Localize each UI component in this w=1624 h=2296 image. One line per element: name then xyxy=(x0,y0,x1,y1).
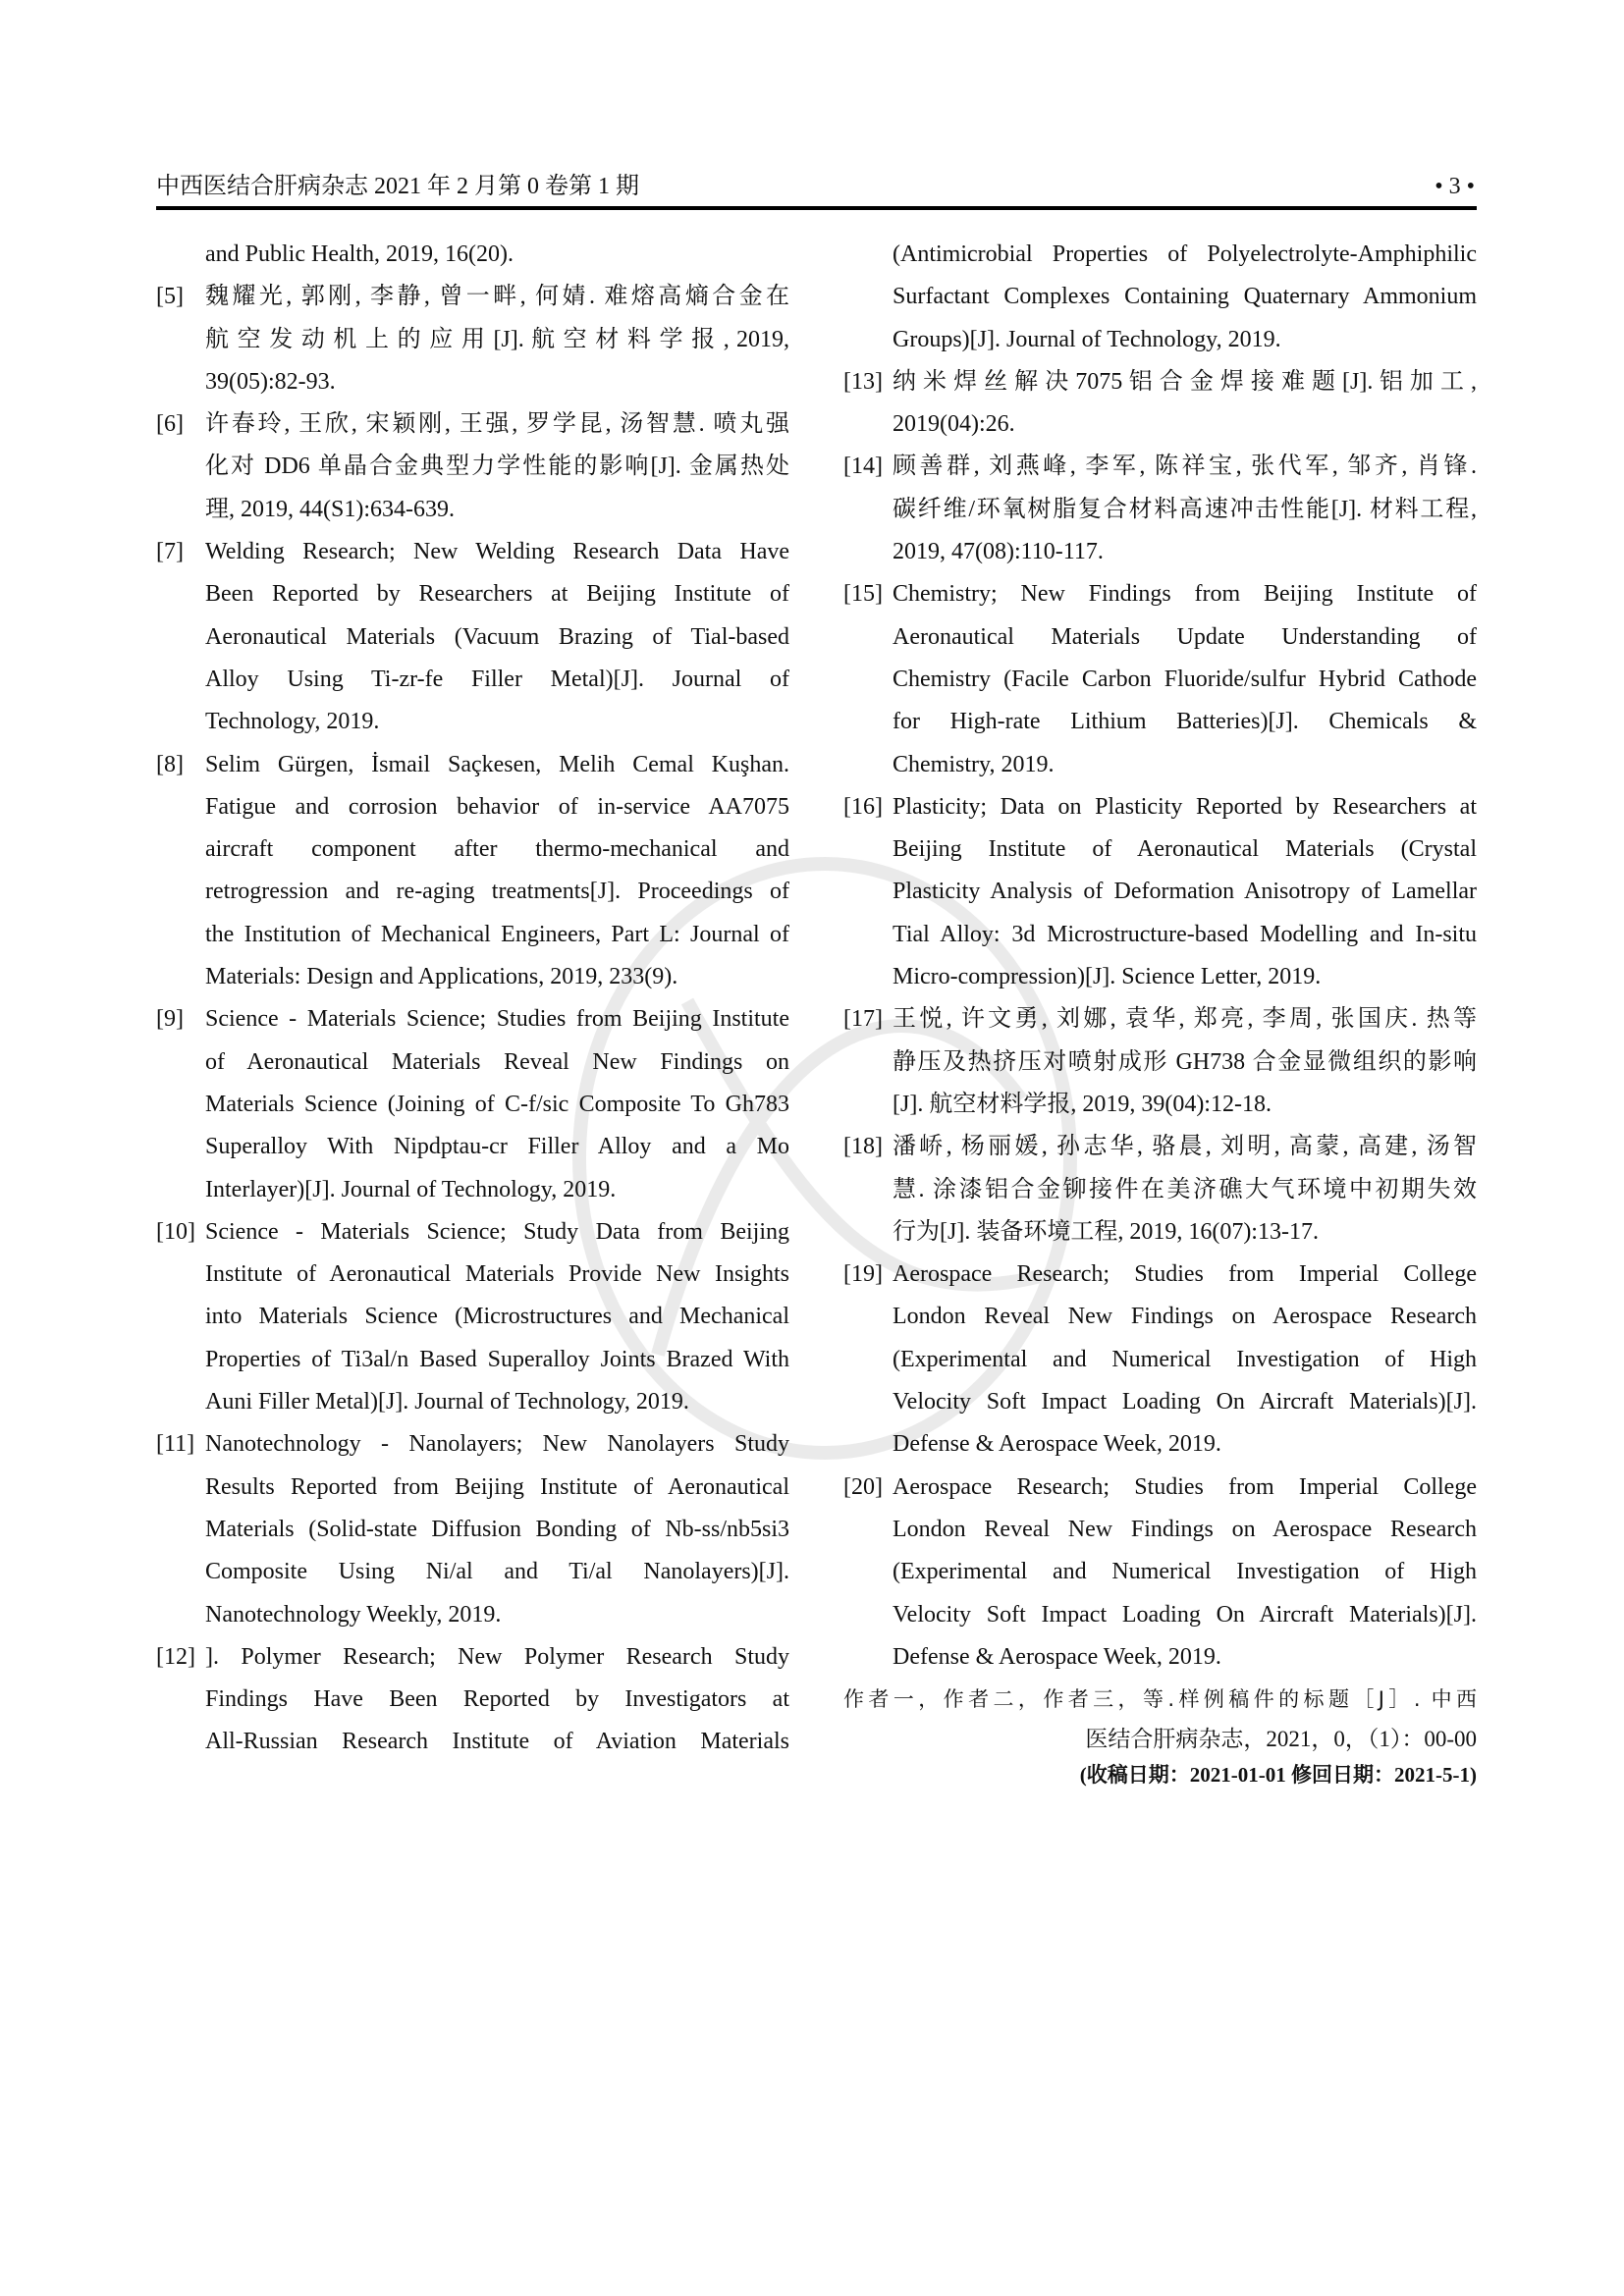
reference-item-20 xyxy=(843,1467,1477,1679)
reference-item-16 xyxy=(843,786,1477,998)
reference-line: Auni Filler Metal)[J]. Journal of Technology, 2019. xyxy=(205,1389,689,1415)
reference-line: Defense & Aerospace Week, 2019. xyxy=(893,1643,1221,1670)
reference-number: [17] xyxy=(843,1006,883,1033)
citation-line: 作者一，作者二，作者三，等.样例稿件的标题［J］. 中西 xyxy=(843,1687,1477,1712)
reference-line: Alloy Using Ti-zr-fe Filler Metal)[J]. Journal of xyxy=(205,666,789,692)
reference-line: 2019(04):26. xyxy=(893,411,1015,438)
reference-number: [18] xyxy=(843,1134,883,1160)
reference-line: Materials: Design and Applications, 2019, 233(9). xyxy=(205,964,678,990)
reference-line: Chemistry, 2019. xyxy=(893,751,1055,777)
reference-item-12 xyxy=(156,1636,789,1764)
reference-line: Welding Research; New Welding Research Data Have xyxy=(205,539,789,565)
reference-number: [19] xyxy=(843,1261,883,1288)
reference-item-18 xyxy=(843,1126,1477,1254)
reference-line: 慧. 涂漆铝合金铆接件在美济礁大气环境中初期失效 xyxy=(893,1176,1477,1202)
reference-number: [8] xyxy=(156,751,184,777)
reference-line: London Reveal New Findings on Aerospace Research xyxy=(893,1304,1477,1330)
reference-line: Nanotechnology Weekly, 2019. xyxy=(205,1601,502,1628)
reference-line: Aerospace Research; Studies from Imperial College xyxy=(893,1473,1477,1500)
reference-number: [16] xyxy=(843,793,883,820)
reference-line: Plasticity; Data on Plasticity Reported by Researchers at xyxy=(893,793,1477,820)
reference-line: Results Reported from Beijing Institute of Aeronautical xyxy=(205,1473,789,1500)
received-revised-dates: (收稿日期：2021-01-01 修回日期：2021-5-1) xyxy=(1079,1763,1477,1788)
reference-line: 王悦, 许文勇, 刘娜, 袁华, 郑亮, 李周, 张国庆. 热等 xyxy=(893,1006,1477,1033)
reference-line: Chemistry; New Findings from Beijing Institute of xyxy=(893,581,1477,608)
reference-line: Materials (Solid-state Diffusion Bonding of Nb-ss/nb5si3 xyxy=(205,1516,789,1542)
reference-line: Velocity Soft Impact Loading On Aircraft Materials)[J]. xyxy=(893,1601,1477,1628)
page-number: • 3 • xyxy=(1435,174,1475,199)
reference-line: Fatigue and corrosion behavior of in-service AA7075 xyxy=(205,793,789,820)
reference-item-19 xyxy=(843,1254,1477,1466)
reference-column-left xyxy=(156,234,789,1764)
reference-line: (Antimicrobial Properties of Polyelectrolyte-Amphiphilic xyxy=(893,241,1477,267)
reference-line: Nanotechnology - Nanolayers; New Nanolayers Study xyxy=(205,1431,789,1458)
reference-item-15 xyxy=(843,573,1477,785)
header-rule xyxy=(156,206,1477,210)
reference-line: 碳纤维/环氧树脂复合材料高速冲击性能[J]. 材料工程, xyxy=(893,496,1477,522)
reference-line: and Public Health, 2019, 16(20). xyxy=(205,241,514,267)
reference-line: Institute of Aeronautical Materials Provide New Insights xyxy=(205,1261,789,1288)
reference-line: Defense & Aerospace Week, 2019. xyxy=(893,1431,1221,1458)
reference-number: [6] xyxy=(156,411,184,438)
reference-line: Aeronautical Materials Update Understanding of xyxy=(893,623,1477,650)
reference-line: 许春玲, 王欣, 宋颖刚, 王强, 罗学昆, 汤智慧. 喷丸强 xyxy=(205,411,789,438)
reference-number: [9] xyxy=(156,1006,184,1033)
reference-line: 化对 DD6 单晶合金典型力学性能的影响[J]. 金属热处 xyxy=(205,454,789,480)
reference-number: [12] xyxy=(156,1643,195,1670)
reference-number: [11] xyxy=(156,1431,195,1458)
reference-line: [J]. 航空材料学报, 2019, 39(04):12-18. xyxy=(893,1091,1272,1117)
reference-line: Beijing Institute of Aeronautical Materials (Crystal xyxy=(893,836,1477,863)
reference-line: into Materials Science (Microstructures and Mechanical xyxy=(205,1304,789,1330)
reference-line: the Institution of Mechanical Engineers, Part L: Journal of xyxy=(205,921,789,947)
reference-line: of Aeronautical Materials Reveal New Findings on xyxy=(205,1048,789,1075)
reference-line: Science - Materials Science; Studies from Beijing Institute xyxy=(205,1006,789,1033)
reference-line: ]. Polymer Research; New Polymer Research Study xyxy=(205,1643,789,1670)
reference-number: [20] xyxy=(843,1473,883,1500)
reference-number: [15] xyxy=(843,581,883,608)
reference-line: 顾善群, 刘燕峰, 李军, 陈祥宝, 张代军, 邹齐, 肖锋. xyxy=(893,454,1477,480)
reference-number: [14] xyxy=(843,454,883,480)
reference-line: Plasticity Analysis of Deformation Anisotropy of Lamellar xyxy=(893,879,1477,905)
reference-line: Groups)[J]. Journal of Technology, 2019. xyxy=(893,326,1281,352)
reference-line: 理, 2019, 44(S1):634-639. xyxy=(205,496,455,522)
reference-item-5 xyxy=(156,276,789,403)
reference-line: Properties of Ti3al/n Based Superalloy Joints Brazed With xyxy=(205,1346,789,1372)
reference-line: Been Reported by Researchers at Beijing Institute of xyxy=(205,581,789,608)
reference-continuation xyxy=(843,234,1477,361)
reference-number: [5] xyxy=(156,284,184,310)
citation-block xyxy=(843,1679,1477,1791)
reference-line: Surfactant Complexes Containing Quaternary Ammonium xyxy=(893,284,1477,310)
reference-line: retrogression and re-aging treatments[J]. Proceedings of xyxy=(205,879,789,905)
reference-item-17 xyxy=(843,998,1477,1126)
reference-line: 39(05):82-93. xyxy=(205,368,336,395)
reference-item-9 xyxy=(156,998,789,1210)
reference-line: Science - Materials Science; Study Data from Beijing xyxy=(205,1218,789,1245)
reference-line: 纳 米 焊 丝 解 决 7075 铝 合 金 焊 接 难 题 [J]. 铝 加 工 , xyxy=(893,368,1477,395)
citation-line: 医结合肝病杂志，2021，0，（1）：00-00 xyxy=(1085,1727,1477,1752)
reference-line: Chemistry (Facile Carbon Fluoride/sulfur Hybrid Cathode xyxy=(893,666,1477,692)
reference-item-8 xyxy=(156,744,789,999)
reference-line: Findings Have Been Reported by Investigators at xyxy=(205,1686,789,1713)
reference-line: Composite Using Ni/al and Ti/al Nanolayers)[J]. xyxy=(205,1559,789,1585)
reference-line: (Experimental and Numerical Investigation of High xyxy=(893,1346,1477,1372)
reference-item-6 xyxy=(156,403,789,531)
reference-line: 2019, 47(08):110-117. xyxy=(893,539,1104,565)
reference-item-14 xyxy=(843,446,1477,573)
reference-line: aircraft component after thermo-mechanical and xyxy=(205,836,789,863)
reference-number: [10] xyxy=(156,1218,195,1245)
reference-line: Velocity Soft Impact Loading On Aircraft Materials)[J]. xyxy=(893,1389,1477,1415)
reference-continuation xyxy=(156,234,789,276)
reference-line: Tial Alloy: 3d Microstructure-based Modelling and In-situ xyxy=(893,921,1477,947)
reference-item-13 xyxy=(843,361,1477,447)
reference-line: 行为[J]. 装备环境工程, 2019, 16(07):13-17. xyxy=(893,1218,1319,1245)
reference-column-right xyxy=(843,234,1477,1791)
reference-line: Materials Science (Joining of C-f/sic Composite To Gh783 xyxy=(205,1091,789,1117)
reference-line: Selim Gürgen, İsmail Saçkesen, Melih Cemal Kuşhan. xyxy=(205,751,789,777)
reference-item-10 xyxy=(156,1211,789,1423)
reference-line: 航 空 发 动 机 上 的 应 用 [J]. 航 空 材 料 学 报 , 2019, xyxy=(205,326,789,352)
reference-line: Technology, 2019. xyxy=(205,709,380,735)
reference-line: Interlayer)[J]. Journal of Technology, 2019. xyxy=(205,1176,617,1202)
reference-line: Micro-compression)[J]. Science Letter, 2019. xyxy=(893,964,1322,990)
reference-item-7 xyxy=(156,531,789,743)
reference-number: [7] xyxy=(156,539,184,565)
reference-line: 静压及热挤压对喷射成形 GH738 合金显微组织的影响 xyxy=(893,1048,1477,1075)
reference-number: [13] xyxy=(843,368,883,395)
reference-line: Aerospace Research; Studies from Imperial College xyxy=(893,1261,1477,1288)
reference-line: Aeronautical Materials (Vacuum Brazing of Tial-based xyxy=(205,623,789,650)
reference-line: 潘峤, 杨丽媛, 孙志华, 骆晨, 刘明, 高蒙, 高建, 汤智 xyxy=(893,1134,1477,1160)
running-title: 中西医结合肝病杂志 2021 年 2 月第 0 卷第 1 期 xyxy=(156,174,639,199)
reference-line: Superalloy With Nipdptau-cr Filler Alloy and a Mo xyxy=(205,1134,789,1160)
reference-line: London Reveal New Findings on Aerospace Research xyxy=(893,1516,1477,1542)
reference-line: 魏耀光, 郭刚, 李静, 曾一畔, 何婧. 难熔高熵合金在 xyxy=(205,284,789,310)
reference-line: for High-rate Lithium Batteries)[J]. Chemicals & xyxy=(893,709,1477,735)
reference-item-11 xyxy=(156,1423,789,1635)
reference-line: All-Russian Research Institute of Aviation Materials xyxy=(205,1729,789,1755)
reference-line: (Experimental and Numerical Investigation of High xyxy=(893,1559,1477,1585)
